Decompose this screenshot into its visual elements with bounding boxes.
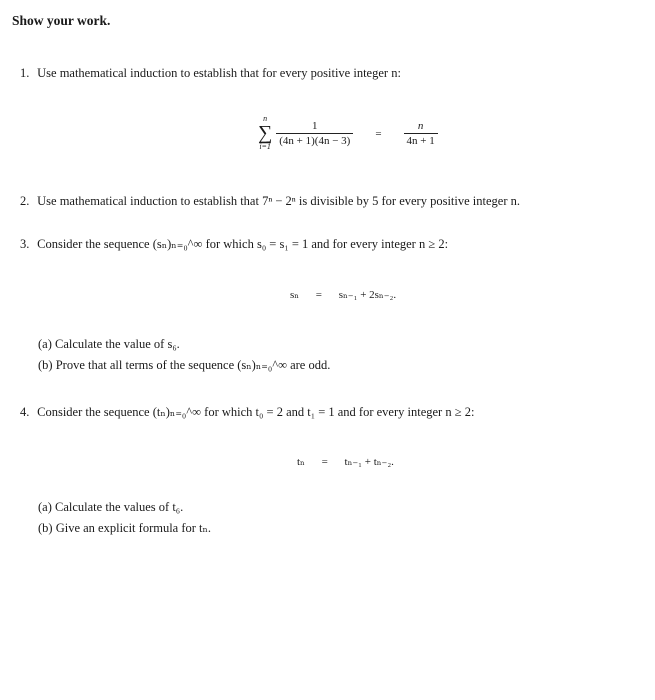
page-heading: Show your work. bbox=[12, 13, 111, 28]
question-1 bbox=[20, 66, 401, 81]
question-3-recurrence bbox=[290, 288, 396, 301]
lhs-fraction bbox=[276, 119, 353, 148]
rhs-numerator: n bbox=[404, 119, 438, 134]
question-4-recurrence bbox=[297, 455, 394, 468]
question-2-text: Use mathematical induction to establish that 7ⁿ − 2ⁿ is divisible by 5 for every positive integer n. bbox=[37, 194, 521, 208]
question-3 bbox=[20, 236, 448, 252]
rhs-denominator: 4n + 1 bbox=[406, 134, 435, 147]
question-2 bbox=[20, 194, 520, 209]
sum-upper-limit: n bbox=[263, 114, 268, 123]
lhs-numerator: 1 bbox=[276, 119, 353, 134]
question-4b: (b) Give an explicit formula for tₙ. bbox=[38, 521, 212, 535]
question-2-number: 2. bbox=[20, 194, 30, 208]
sum-lower-limit: i=1 bbox=[259, 142, 271, 151]
summation-symbol: n ∑ i=1 bbox=[258, 114, 273, 151]
question-1-text: Use mathematical induction to establish that for every positive integer n: bbox=[37, 66, 401, 80]
equals-sign: = bbox=[375, 127, 382, 140]
question-4a: (a) Calculate the values of t₆. bbox=[38, 500, 184, 514]
question-1-formula bbox=[258, 115, 438, 151]
question-1-number: 1. bbox=[20, 66, 30, 80]
question-4-number: 4. bbox=[20, 405, 30, 419]
recurrence-4-rhs: tₙ₋₁ + tₙ₋₂. bbox=[344, 456, 394, 468]
recurrence-4-lhs: tₙ bbox=[297, 456, 305, 468]
question-4 bbox=[20, 404, 474, 420]
question-4-text: Consider the sequence (tₙ)ₙ₌₀^∞ for which t₀ = 2 and t₁ = 1 and for every integer n ≥ 2: bbox=[37, 405, 475, 419]
question-3a: (a) Calculate the value of s₆. bbox=[38, 337, 180, 351]
recurrence-3-lhs: sₙ bbox=[290, 289, 300, 301]
recurrence-3-equals: = bbox=[315, 289, 323, 301]
rhs-fraction bbox=[404, 119, 438, 148]
lhs-denominator: (4n + 1)(4n − 3) bbox=[279, 134, 351, 147]
question-3b: (b) Prove that all terms of the sequence (sₙ)ₙ₌₀^∞ are odd. bbox=[38, 358, 331, 372]
recurrence-3-rhs: sₙ₋₁ + 2sₙ₋₂. bbox=[338, 289, 397, 301]
recurrence-4-equals: = bbox=[321, 456, 328, 468]
question-3-text: Consider the sequence (sₙ)ₙ₌₀^∞ for which s₀ = s₁ = 1 and for every integer n ≥ 2: bbox=[37, 237, 449, 251]
question-3-number: 3. bbox=[20, 237, 30, 251]
